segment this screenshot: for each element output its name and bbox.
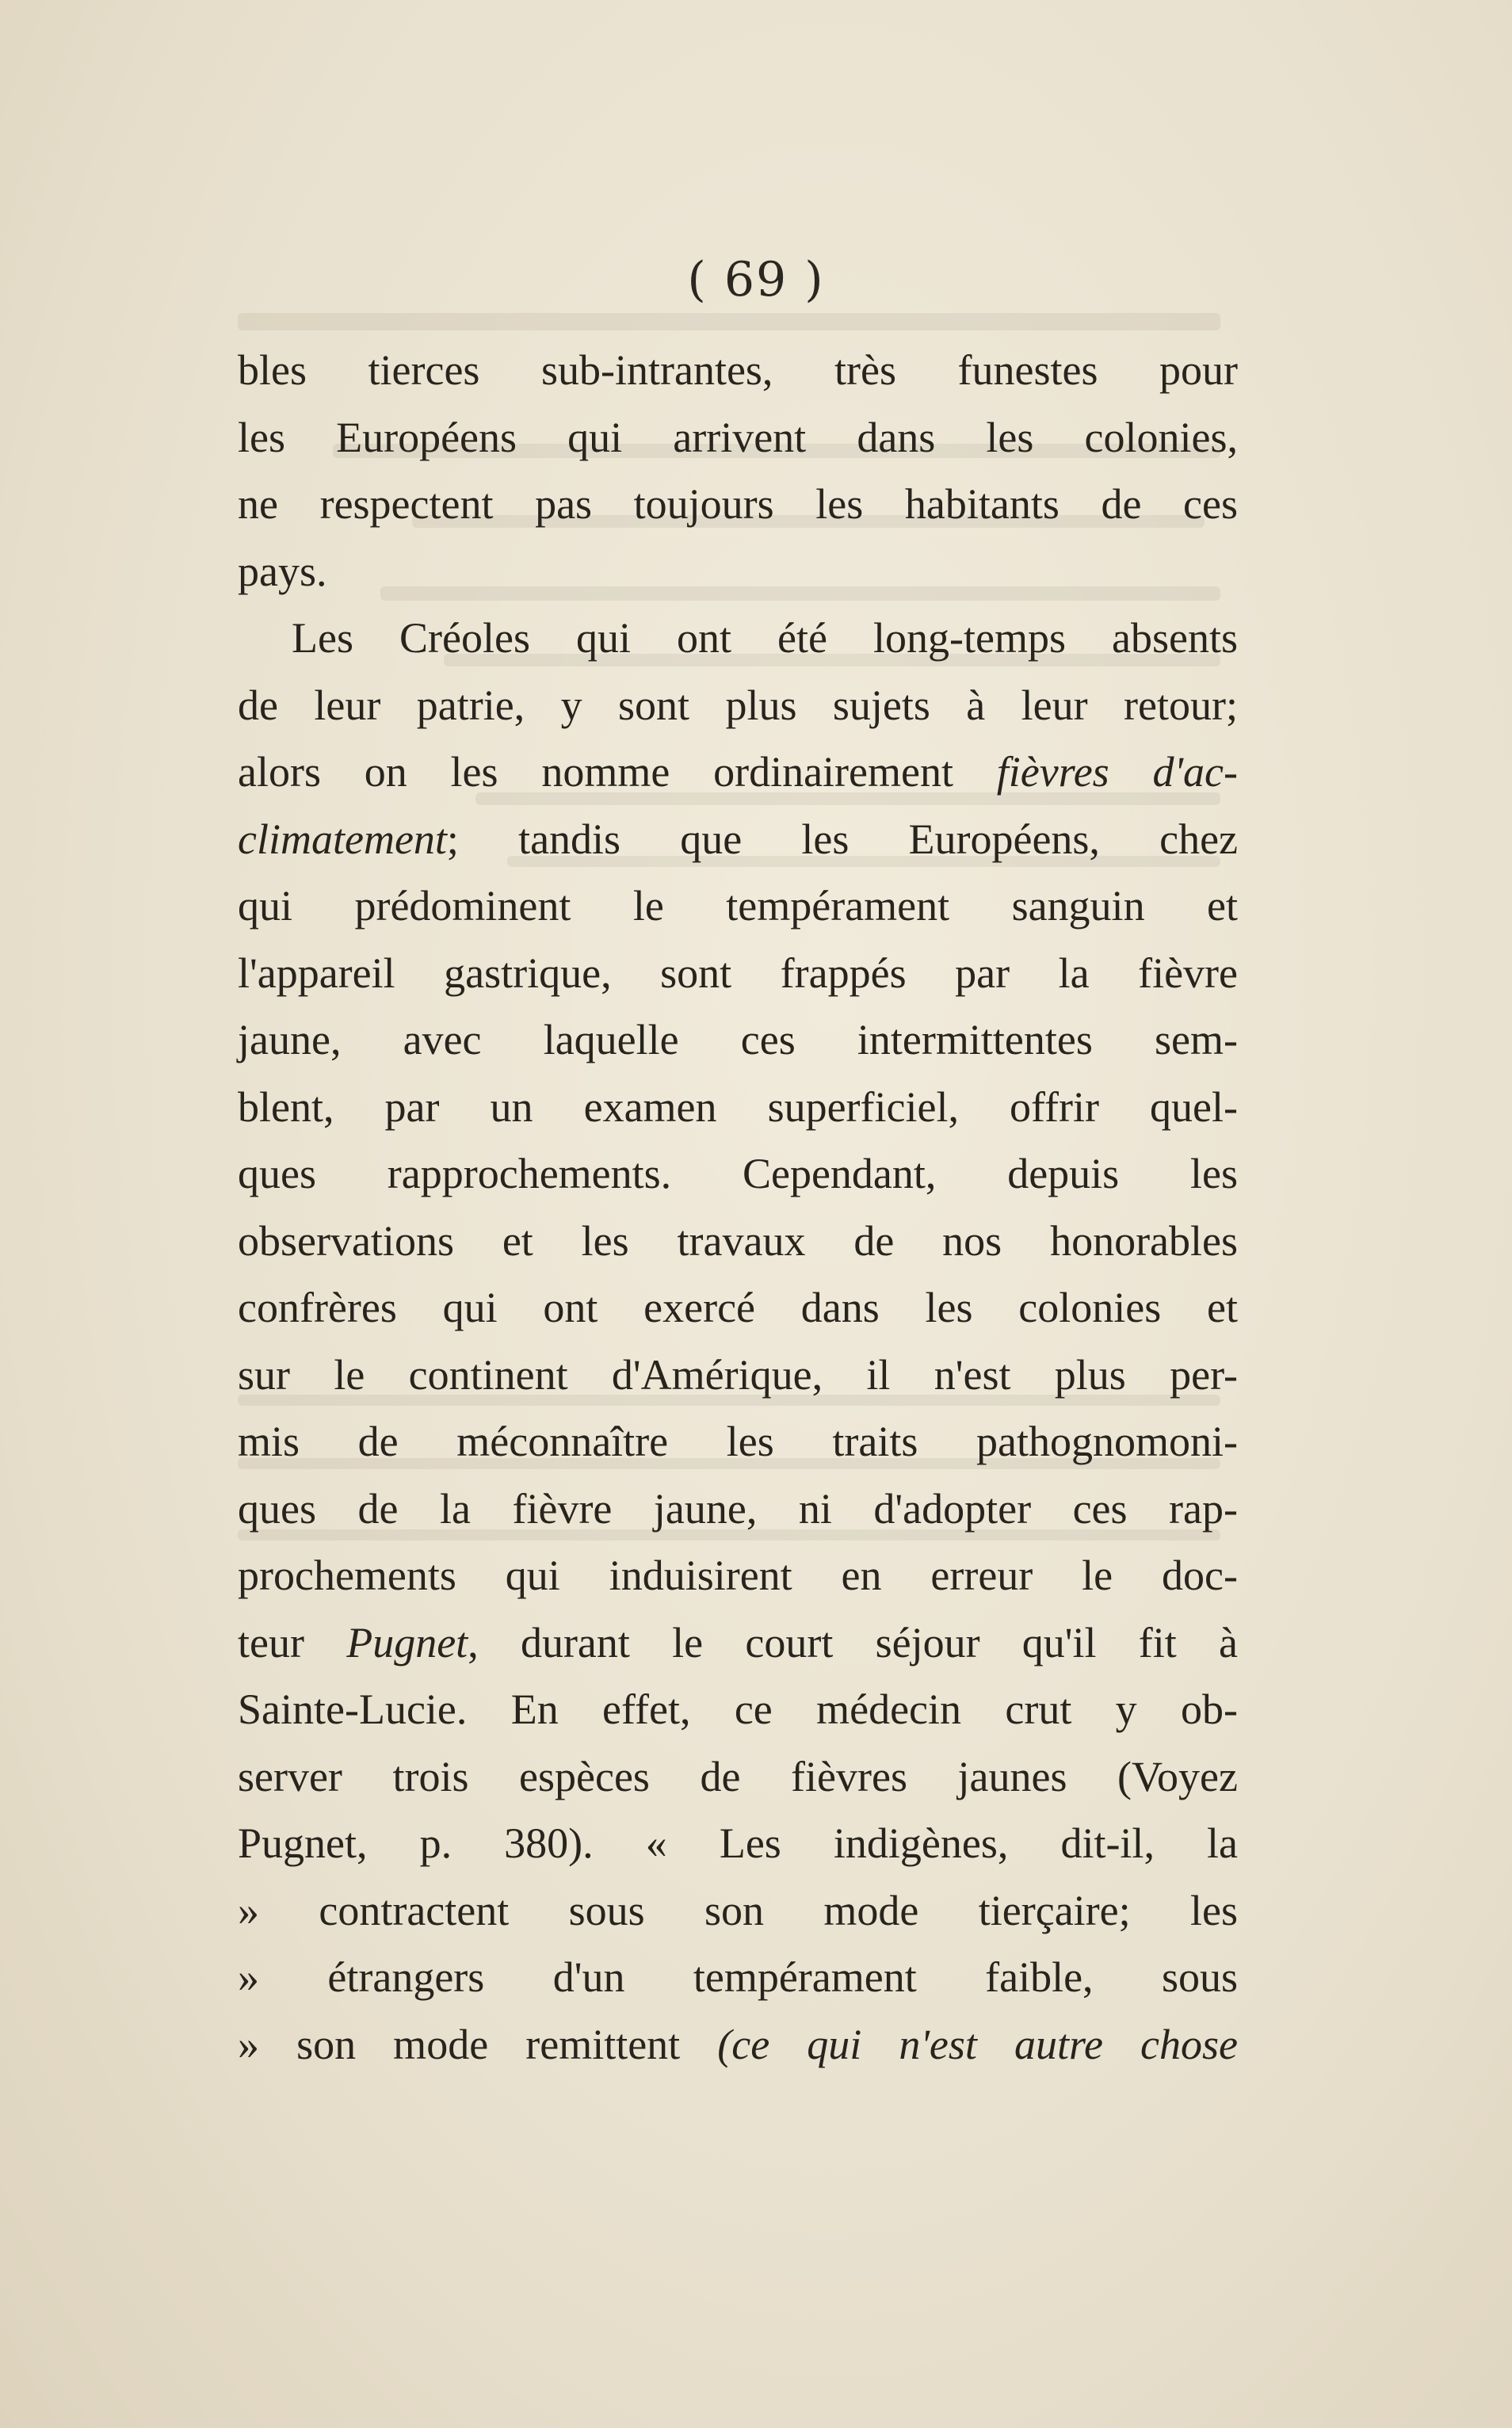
text-line [238,806,1238,873]
text-line [238,1743,1238,1811]
text-segment: l'appareil gastrique, sont frappés par la fièvre [238,949,1238,997]
text-segment: » étrangers d'un tempérament faible, sous [238,1953,1238,2001]
text-segment: pays. [238,547,327,595]
text-segment: Pugnet, p. 380). « Les indigènes, dit-il, la [238,1819,1238,1867]
italic-text: (ce qui n'est autre chose [717,2020,1238,2068]
text-segment: observations et les travaux de nos honorables [238,1216,1238,1265]
text-line [238,1810,1238,1877]
text-segment: bles tierces sub-intrantes, très funestes pour [238,346,1238,394]
body-text [238,337,1238,2078]
text-segment: ques de la fièvre jaune, ni d'adopter ces rap- [238,1484,1238,1533]
text-segment: » contractent sous son mode tierçaire; les [238,1886,1238,1934]
text-segment: confrères qui ont exercé dans les colonies et [238,1284,1238,1331]
italic-text: Pugnet [346,1618,468,1666]
text-line [238,1006,1238,1074]
text-segment: sur le continent d'Amérique, il n'est plus per- [238,1350,1238,1399]
text-line [238,1542,1238,1609]
text-line [238,1877,1238,1945]
text-segment: server trois espèces de fièvres jaunes (Voyez [238,1752,1238,1800]
text-line [238,404,1238,471]
text-segment: les Européens qui arrivent dans les colonies, [238,413,1238,461]
text-segment: qui prédominent le tempérament sanguin et [238,882,1238,930]
text-line [238,1676,1238,1743]
text-segment: Sainte-Lucie. En effet, ce médecin crut y ob- [238,1685,1238,1733]
text-line [238,1944,1238,2011]
text-segment: teur [238,1618,347,1666]
text-segment: ; tandis que les Européens, chez [446,815,1238,863]
text-line [238,1274,1238,1342]
text-line [238,1408,1238,1476]
text-line [238,1476,1238,1543]
italic-text: climatement [238,815,447,863]
text-segment: » son mode remittent [238,2020,718,2068]
text-segment: de leur patrie, y sont plus sujets à leur retour; [238,681,1238,729]
text-line [238,1140,1238,1208]
text-line [238,672,1238,739]
text-segment: jaune, avec laquelle ces intermittentes sem- [238,1016,1238,1063]
page-number: ( 69 ) [687,252,825,307]
text-segment: alors on les nomme ordinairement [238,748,997,796]
text-line [238,1208,1238,1275]
text-line [238,605,1238,672]
text-line [238,471,1238,538]
text-segment: ne respectent pas toujours les habitants de ces [238,480,1238,528]
text-line [238,1609,1238,1677]
text-line [238,337,1238,404]
text-line [238,538,1238,605]
text-segment: mis de méconnaître les traits pathognomoni- [238,1418,1238,1465]
text-segment: , durant le court séjour qu'il fit à [468,1618,1239,1666]
text-segment: Les Créoles qui ont été long-temps absents [292,614,1238,662]
text-line [238,2011,1238,2079]
text-line [238,1074,1238,1141]
text-segment: blent, par un examen superficiel, offrir quel- [238,1082,1238,1131]
text-line [238,739,1238,806]
text-segment: ques rapprochements. Cependant, depuis les [238,1150,1238,1197]
text-segment: prochements qui induisirent en erreur le doc- [238,1552,1238,1599]
text-line [238,1342,1238,1409]
italic-text: fièvres d'ac- [996,748,1238,796]
text-line [238,940,1238,1007]
text-line [238,872,1238,940]
